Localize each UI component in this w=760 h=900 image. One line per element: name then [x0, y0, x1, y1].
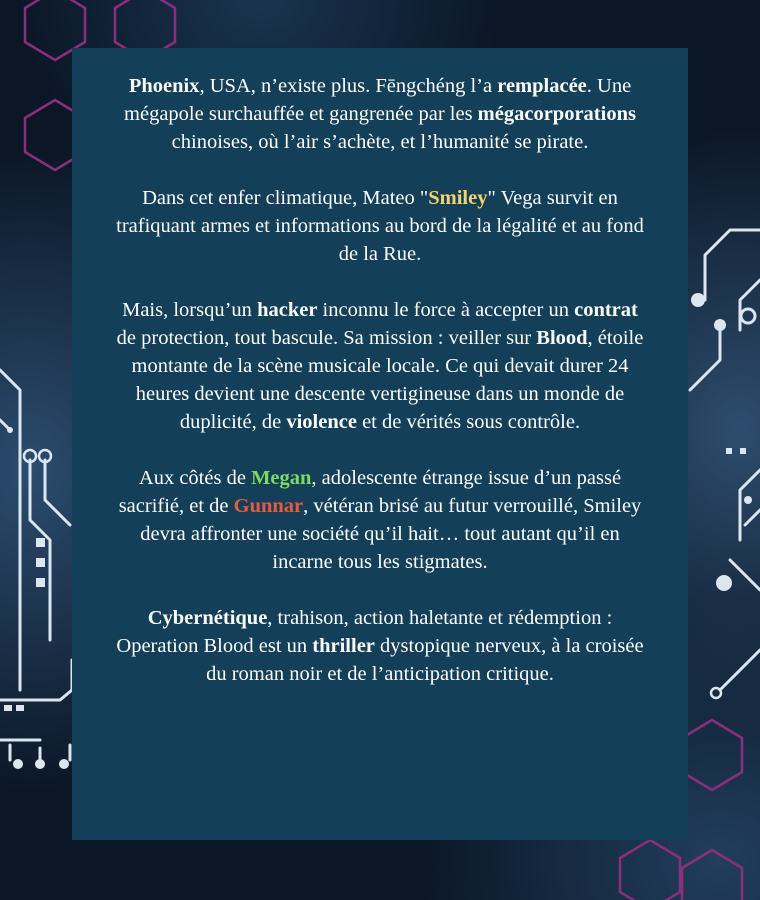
text-segment: dystopique nerveux, à la croisée du roman noir et de l’anticipation critique. — [206, 635, 644, 685]
keyword-contrat: contrat — [574, 299, 638, 321]
text-segment: et de vérités sous contrôle. — [356, 411, 581, 433]
text-segment: , vétéran brisé au futur verrouillé, Smiley devra affronter une société qu’il hait… tout autant qu’il en incarne tous les stigmates. — [140, 495, 642, 573]
text-segment: chinoises, où l’air s’achète, et l’humanité se pirate. — [171, 131, 589, 153]
text-segment: , étoile montante de la scène musicale locale. Ce qui devait durer 24 heures devient une descente vertigineuse dans un monde de duplicité, de — [131, 327, 644, 433]
character-megan: Megan — [251, 467, 312, 489]
text-segment: " Vega survit en trafiquant armes et informations au bord de la légalité et au fond de la Rue. — [116, 187, 644, 265]
text-segment: de protection, tout bascule. Sa mission : veiller sur — [116, 327, 537, 349]
synopsis-paragraph-1 — [112, 72, 648, 156]
keyword-remplacee: remplacée — [497, 75, 587, 97]
keyword-thriller: thriller — [312, 635, 375, 657]
synopsis-paragraph-3 — [112, 296, 648, 436]
text-segment: , adolescente étrange issue d’un passé sacrifié, et de — [118, 467, 622, 517]
text-segment: Aux côtés de — [138, 467, 252, 489]
text-segment: , USA, n’existe plus. Fēngchéng l’a — [199, 75, 498, 97]
character-gunnar: Gunnar — [233, 495, 304, 517]
text-segment: Dans cet enfer climatique, Mateo " — [142, 187, 429, 209]
synopsis-paragraph-4 — [112, 464, 648, 576]
keyword-phoenix: Phoenix — [128, 75, 200, 97]
keyword-hacker: hacker — [257, 299, 318, 321]
synopsis-panel — [72, 48, 688, 840]
text-segment: inconnu le force à accepter un — [317, 299, 575, 321]
keyword-megacorporations: mégacorporations — [477, 103, 636, 125]
text-segment: . Une mégapole surchauffée et gangrenée par les — [124, 75, 632, 125]
text-segment: , trahison, action haletante et rédemption : Operation Blood est un — [116, 607, 613, 657]
keyword-violence: violence — [286, 411, 357, 433]
keyword-cybernetique: Cybernétique — [147, 607, 268, 629]
synopsis-paragraph-5 — [112, 604, 648, 688]
synopsis-paragraph-2 — [112, 184, 648, 268]
text-segment: Mais, lorsqu’un — [122, 299, 258, 321]
keyword-blood: Blood — [536, 327, 588, 349]
character-smiley: Smiley — [428, 187, 488, 209]
